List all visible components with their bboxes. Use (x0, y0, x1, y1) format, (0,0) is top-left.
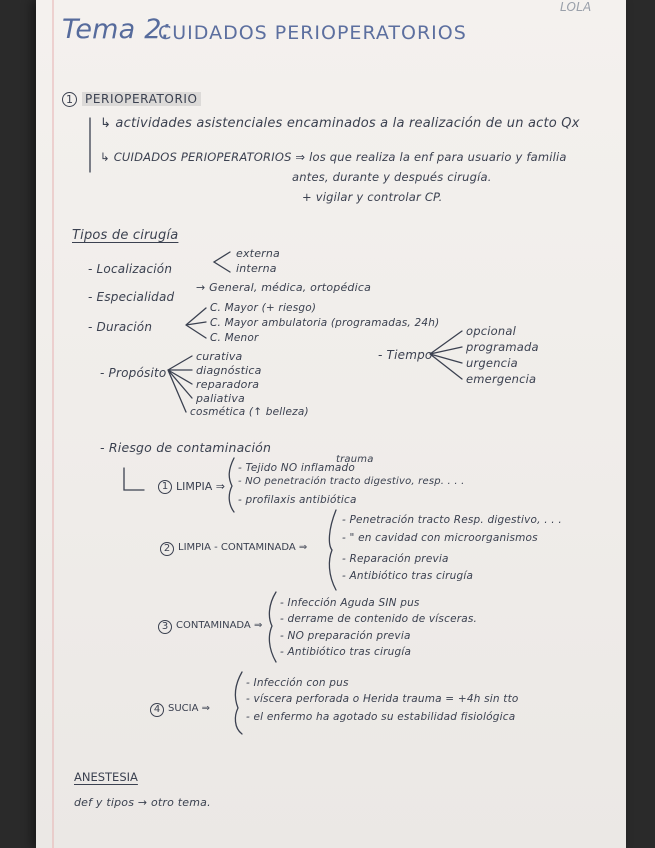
contaminada-brace (269, 592, 276, 662)
localizacion-branch-1: externa (236, 247, 280, 260)
anestesia-heading: ANESTESIA (74, 770, 138, 784)
limpia-label: LIMPIA ⇒ (176, 480, 225, 493)
especialidad-value: → General, médica, ortopédica (196, 281, 372, 294)
page-title: CUIDADOS PERIOPERATORIOS (158, 22, 467, 44)
contaminada-item-1: - Infección Aguda SIN pus (280, 597, 420, 609)
proposito-branch-3: reparadora (196, 378, 260, 391)
limpia-contaminada-label: LIMPIA - CONTAMINADA ⇒ (178, 542, 308, 553)
section1-heading: PERIOPERATORIO (82, 92, 201, 106)
contaminada-item-4: - Antibiótico tras cirugía (280, 646, 412, 658)
sucia-brace (235, 672, 242, 734)
tiempo-branches (430, 331, 462, 379)
proposito-branch-5: cosmética (↑ belleza) (190, 406, 309, 418)
section1-line4: + vigilar y controlar CP. (302, 190, 443, 204)
limpia-contaminada-number: 2 (160, 542, 174, 556)
section1-number: 1 (62, 92, 77, 107)
duracion-branch-3: C. Menor (210, 332, 259, 344)
tiempo-label: - Tiempo (378, 348, 433, 362)
contaminada-number: 3 (158, 620, 172, 634)
limpia-brace (229, 458, 234, 512)
sucia-label: SUCIA ⇒ (168, 703, 210, 714)
sucia-item-1: - Infección con pus (246, 677, 349, 689)
duracion-label: - Duración (88, 320, 153, 334)
limpia-number: 1 (158, 480, 172, 494)
limpia-contaminada-brace (329, 510, 336, 590)
contaminada-label: CONTAMINADA ⇒ (176, 620, 263, 631)
localizacion-brace (214, 252, 230, 272)
tiempo-branch-4: emergencia (466, 372, 537, 386)
contaminada-item-3: - NO preparación previa (280, 630, 411, 642)
tipos-heading: Tipos de cirugía (72, 228, 179, 243)
limpia-item-2: - NO penetración tracto digestivo, resp. . . . (238, 476, 465, 487)
sucia-item-2: - víscera perforada o Herida trauma = +4h sin tto (246, 693, 519, 705)
proposito-label: - Propósito (100, 366, 167, 380)
section1-line2: ↳ CUIDADOS PERIOPERATORIOS ⇒ los que realiza la enf para usuario y familia (100, 150, 567, 164)
proposito-branch-1: curativa (196, 350, 243, 363)
proposito-branches (168, 356, 192, 412)
limpia-item-1: - Tejido NO inflamado (238, 462, 355, 474)
tiempo-branch-2: programada (466, 340, 539, 354)
proposito-branch-2: diagnóstica (196, 364, 262, 377)
limpia-contaminada-item-4: - Antibiótico tras cirugía (342, 570, 474, 582)
especialidad-label: - Especialidad (88, 290, 175, 304)
tiempo-branch-3: urgencia (466, 356, 518, 370)
limpia-contaminada-item-1: - Penetración tracto Resp. digestivo, . . . (342, 514, 562, 526)
corner-label: LOLA (560, 0, 592, 14)
localizacion-label: - Localización (88, 262, 173, 276)
duracion-branch-2: C. Mayor ambulatoria (programadas, 24h) (210, 317, 440, 329)
section1-line1: ↳ actividades asistenciales encaminados a la realización de un acto Qx (100, 116, 580, 131)
anestesia-line: def y tipos → otro tema. (74, 796, 211, 809)
section1-line3: antes, durante y después cirugía. (292, 170, 492, 184)
limpia-contaminada-item-3: - Reparación previa (342, 553, 449, 565)
riesgo-heading: - Riesgo de contaminación (100, 440, 272, 455)
duracion-branches (186, 308, 206, 338)
duracion-branch-1: C. Mayor (+ riesgo) (210, 302, 317, 314)
contaminada-item-2: - derrame de contenido de vísceras. (280, 613, 478, 625)
limpia-item-1b: trauma (336, 454, 374, 465)
proposito-branch-4: paliativa (196, 392, 245, 405)
localizacion-branch-2: interna (236, 262, 277, 275)
riesgo-corner (124, 468, 144, 490)
tiempo-branch-1: opcional (466, 324, 517, 338)
limpia-item-3: - profilaxis antibiótica (238, 494, 357, 506)
sucia-item-3: - el enfermo ha agotado su estabilidad fisiológica (246, 711, 516, 723)
limpia-contaminada-item-2: - " en cavidad con microorganismos (342, 532, 538, 544)
sucia-number: 4 (150, 703, 164, 717)
tema-number: Tema 2: (62, 14, 171, 45)
